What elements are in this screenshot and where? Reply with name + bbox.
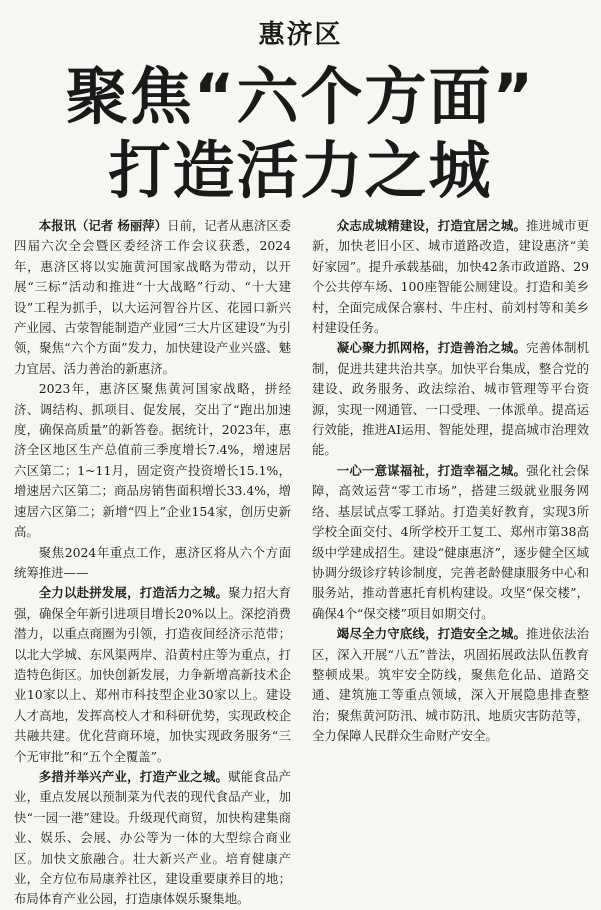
paragraph-7-lead: 凝心聚力抓网格，打造善治之城。 xyxy=(336,340,527,356)
paragraph-7-body: 完善体制机制，促进共建共治共享。加快平台集成，整合党的建设、政务服务、政法综治、城市管理等平台资源，实现一网通管、一口受理、一体派单。提高运行效能，推进AI运用、智能处理，提高城市治理效能。 xyxy=(312,340,590,458)
paragraph-5-body: 赋能食品产业，重点发展以预制菜为代表的现代食品产业，加快“一园一港”建设。升级现代商贸，加快构建集商业、娱乐、会展、办公等为一体的大型综合商业区。加快文旅融合。壮大新兴产业。培育健康产业，全方位布局康养社区，建设重要康养目的地；布局体育产业公园，打造康体娱乐聚集地。 xyxy=(14,768,292,907)
article-paragraph-9 xyxy=(312,624,589,746)
article-paragraph-4 xyxy=(14,583,291,767)
article-paragraph-7 xyxy=(312,338,589,460)
paragraph-1-body: 日前，记者从惠济区委四届六次全会暨区委经济工作会议获悉，2024年，惠济区将以实施黄河国家战略为带动，以开展“三标”活动和推进“十大战略”行动、“十大建设”工程为抓手，以大运河智谷片区、花园口新兴产业园、古荥智能制造产业园“三大片区建设”为引领，聚焦“六个方面”发力，加快建设产业兴盛、魅力宜居、活力善治的新惠济。 xyxy=(14,218,291,376)
article-paragraph-8 xyxy=(312,461,589,624)
headline-line-1: 聚焦“六个方面” xyxy=(65,60,536,133)
paragraph-8-body: 强化社会保障，高效运营“零工市场”，搭建三级就业服务网络、基层试点零工驿站。打造美好教育，实现3所学校全面交付、4所学校开工复工、郑州市第38高级中学建成招生。建设“健康惠济”，逐步健全区域协调分级诊疗转诊制度，完善老龄健康服务中心和服务站，推动普惠托育机构建设。攻坚“保交楼”，确保4个“保交楼”项目如期交付。 xyxy=(312,462,590,621)
article-paragraph-6 xyxy=(312,216,589,338)
paragraph-4-body: 聚力招大育强，确保全年新引进项目增长20%以上。深挖消费潜力，以重点商圈为引领，打造夜间经济示范带；以北大学城、东风渠两岸、沿黄村庄等为重点，打造特色街区。加快创新发展，力争新增高新技术企业10家以上、郑州市科技型企业30家以上。建设人才高地，发挥高校人才和科研优势，实现政校企共融共建。优化营商环境，加快实现政务服务“三个无审批”和“五个全覆盖”。 xyxy=(14,585,292,764)
article-paragraph-3: 聚焦2024年重点工作，惠济区将从六个方面统筹推进—— xyxy=(14,544,291,580)
paragraph-8-lead: 一心一意谋福祉，打造幸福之城。 xyxy=(336,462,527,478)
headline-line-2: 打造活力之城 xyxy=(108,134,493,207)
paragraph-9-lead: 竭尽全力守底线，打造安全之城。 xyxy=(336,626,527,642)
article-paragraph-2: 2023年，惠济区聚焦黄河国家战略，拼经济、调结构、抓项目、促发展，交出了“跑出加速度，确保高质量”的新答卷。据统计，2023年，惠济全区地区生产总值前三季度增长7.4%，增速居六区第二；1~11月，固定资产投资增长15.1%，增速居六区第二；商品房销售面积增长33.4%，增速居六区第二；新增“四上”企业154家，创历史新高。 xyxy=(14,381,291,540)
byline: 本报讯（记者 杨丽萍） xyxy=(38,218,168,233)
paragraph-4-lead: 全力以赴拼发展，打造活力之城。 xyxy=(38,585,229,601)
article-paragraph-5 xyxy=(14,767,291,910)
section-kicker: 惠济区 xyxy=(258,20,343,50)
article-column-right xyxy=(312,216,589,747)
article-column-left xyxy=(14,216,291,910)
paragraph-6-lead: 众志成城精建设，打造宜居之城。 xyxy=(336,218,527,233)
article-paragraph-1 xyxy=(14,216,291,379)
paragraph-9-body: 推进依法治区，深入开展“八五”普法，巩固拓展政法队伍教育整顿成果。筑牢安全防线，聚焦危化品、道路交通、建筑施工等重点领域，深入开展隐患排查整治；聚焦黄河防汛、城市防汛、地质灾害防范等，全力保障人民群众生命财产安全。 xyxy=(312,626,590,744)
paragraph-5-lead: 多措并举兴产业，打造产业之城。 xyxy=(38,768,229,784)
paragraph-6-body: 推进城市更新，加快老旧小区、城市道路改造，建设惠济“美好家园”。提升承载基础，加快42条市政道路、29个公共停车场、100座智能公厕建设。打造和美乡村，全面完成保合寨村、牛庄村、前刘村等和美乡村建设任务。 xyxy=(312,218,590,336)
